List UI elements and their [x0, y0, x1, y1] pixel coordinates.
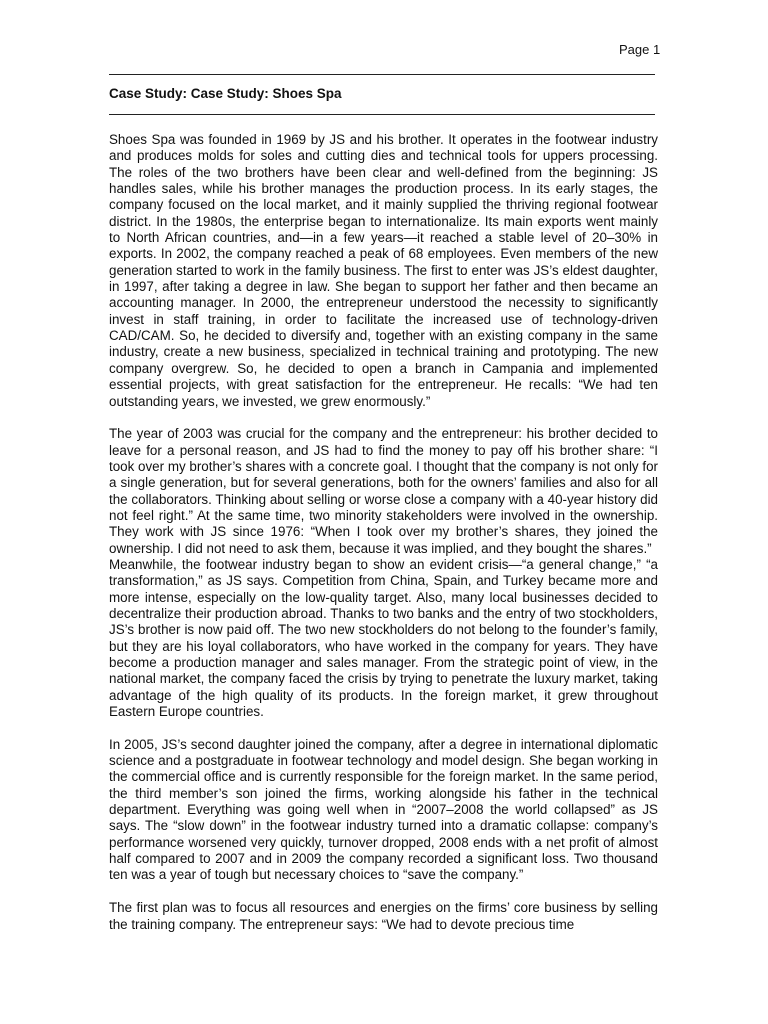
- document-body: [109, 132, 658, 933]
- paragraph-2005: In 2005, JS’s second daughter joined the company, after a degree in international diplomatic science and a postgraduate in footwear technology and model design. She began working in the commercial office and is currently responsible for the foreign market. In the same period, the third member’s son joined the firms, working alongside his father in the technical department. Everything was going well when in “2007–2008 the world collapsed” as JS says. The “slow down” in the footwear industry turned into a dramatic collapse: company’s performance worsened very quickly, turnover dropped, 2008 ends with a net profit of almost half compared to 2007 and in 2009 the company recorded a significant loss. Two thousand ten was a year of tough but necessary choices to “save the company.”: [109, 736, 658, 883]
- document-title: Case Study: Case Study: Shoes Spa: [109, 86, 342, 101]
- paragraph-crisis: Meanwhile, the footwear industry began to show an evident crisis—“a general change,” “a transformation,” as JS says. Competition from China, Spain, and Turkey became more and more intense, especially on the low-quality target. Also, many local businesses decided to decentralize their production abroad. Thanks to two banks and the entry of two stockholders, JS’s brother is now paid off. The two new stockholders do not belong to the founder’s family, but they are his loyal collaborators, who have worked in the company for years. They have become a production manager and sales manager. From the strategic point of view, in the national market, the company faced the crisis by trying to penetrate the luxury market, taking advantage of the high quality of its products. In the foreign market, it grew throughout Eastern Europe countries.: [109, 556, 658, 720]
- paragraph-first-plan: The first plan was to focus all resources and energies on the firms’ core business by selling the training company. The entrepreneur says: “We had to devote precious time: [109, 900, 658, 932]
- paragraph-founding: Shoes Spa was founded in 1969 by JS and his brother. It operates in the footwear industry and produces molds for soles and cutting dies and technical tools for uppers processing. The roles of the two brothers have been clear and well-defined from the beginning: JS handles sales, while his brother manages the production process. In its early stages, the company focused on the local market, and it mainly supplied the thriving regional footwear district. In the 1980s, the enterprise began to internationalize. Its main exports went mainly to North African countries, and—in a few years—it reached a stable level of 20–30% in exports. In 2002, the company reached a peak of 68 employees. Even members of the new generation started to work in the family business. The first to enter was JS’s eldest daughter, in 1997, after taking a degree in law. She began to support her father and then became an accounting manager. In 2000, the entrepreneur understood the necessity to significantly invest in staff training, in order to facilitate the increased use of technology-driven CAD/CAM. So, he decided to diversify and, together with an existing company in the same industry, create a new business, specialized in technical training and prototyping. The new company overgrew. So, he decided to open a branch in Campania and implemented essential projects, with great satisfaction for the entrepreneur. He recalls: “We had ten outstanding years, we invested, we grew enormously.”: [109, 132, 658, 409]
- paragraph-2003: The year of 2003 was crucial for the company and the entrepreneur: his brother decided to leave for a personal reason, and JS had to find the money to pay off his brother share: “I took over my brother’s shares with a concrete goal. I thought that the company is not only for a single generation, but for several generations, both for the owners’ families and also for all the collaborators. Thinking about selling or worse close a company with a 40-year history did not feel right.” At the same time, two minority stakeholders were involved in the ownership. They work with JS since 1976: “When I took over my brother’s shares, they joined the ownership. I did not need to ask them, because it was implied, and they bought the shares.”: [109, 426, 658, 556]
- title-rule: [109, 114, 655, 115]
- top-rule: [109, 74, 655, 75]
- page-number: Page 1: [619, 42, 661, 57]
